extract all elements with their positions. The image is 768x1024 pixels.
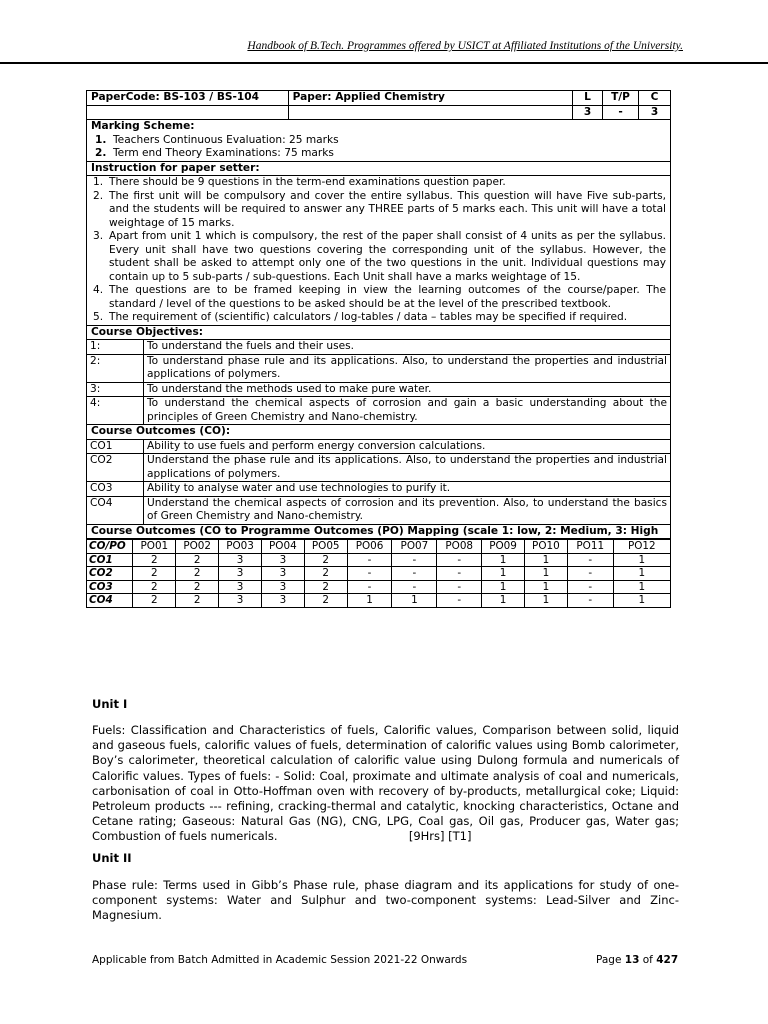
outcome-code: CO2 xyxy=(87,454,144,482)
mapping-row xyxy=(87,553,670,567)
mapping-cell: 2 xyxy=(176,567,219,581)
page-total: 427 xyxy=(656,954,679,966)
mapping-cell: 3 xyxy=(261,553,304,567)
mapping-cell: 1 xyxy=(482,580,525,594)
blank-cell xyxy=(87,105,289,120)
footer-batch-note: Applicable from Batch Admitted in Academic Session 2021-22 Onwards xyxy=(92,954,468,966)
tp-value: - xyxy=(603,105,639,120)
list-item xyxy=(91,134,666,148)
mapping-cell: 1 xyxy=(524,553,567,567)
mapping-cell: 2 xyxy=(176,594,219,607)
mapping-cell: 1 xyxy=(524,594,567,607)
list-item xyxy=(91,230,666,284)
unit-2-title: Unit II xyxy=(92,851,132,865)
table-row xyxy=(87,440,670,454)
mapping-cell: - xyxy=(567,594,613,607)
list-item xyxy=(91,284,666,311)
objective-text: To understand phase rule and its applications. Also, to understand the properties and industrial applications of polymers. xyxy=(144,354,671,382)
mapping-cell: 2 xyxy=(304,580,347,594)
list-item xyxy=(91,147,666,161)
mapping-cell: 1 xyxy=(482,594,525,607)
table-row xyxy=(87,354,670,382)
unit-1-body xyxy=(92,723,679,845)
lecture-label: L xyxy=(573,91,603,106)
outcome-text: Understand the chemical aspects of corrosion and its prevention. Also, to understand the basics of Green Chemistry and Nano-chemistry. xyxy=(144,496,671,524)
instruction-section xyxy=(87,176,671,326)
unit-1-title: Unit I xyxy=(92,697,128,711)
mapping-cell: - xyxy=(392,580,437,594)
mapping-cell: - xyxy=(347,580,392,594)
mapping-header-cell: PO02 xyxy=(176,540,219,554)
mapping-cell: - xyxy=(437,567,482,581)
syllabus-table xyxy=(86,90,671,608)
credit-value: 3 xyxy=(639,105,671,120)
mapping-cell: 1 xyxy=(524,567,567,581)
page-header: Handbook of B.Tech. Programmes offered by USICT at Affiliated Institutions of the University. xyxy=(247,40,683,52)
mapping-cell: 3 xyxy=(219,580,262,594)
mapping-row-label: CO4 xyxy=(87,594,133,607)
list-text: Apart from unit 1 which is compulsory, the rest of the paper shall consist of 4 units as per the syllabus. Every unit shall have two questions covering the corresponding unit of the syllabus. However, the student shall be asked to attempt only one of the two questions in the unit. Individual questions may contain up to 5 sub-parts / sub-questions. Each Unit shall have a marks weightage of 15. xyxy=(109,230,666,283)
mapping-cell: 3 xyxy=(219,594,262,607)
mapping-cell: 3 xyxy=(261,580,304,594)
table-row xyxy=(87,397,670,425)
outcome-text: Understand the phase rule and its applications. Also, to understand the properties and industrial applications of polymers. xyxy=(144,454,671,482)
mapping-section xyxy=(87,539,671,608)
header-rule xyxy=(0,62,768,64)
objective-number: 2: xyxy=(87,354,144,382)
table-row xyxy=(87,454,670,482)
mapping-cell: - xyxy=(437,553,482,567)
mapping-cell: 1 xyxy=(482,553,525,567)
page-prefix: Page xyxy=(596,954,622,966)
mapping-cell: 1 xyxy=(392,594,437,607)
mapping-header-cell: PO05 xyxy=(304,540,347,554)
mapping-row-label: CO1 xyxy=(87,553,133,567)
list-text: The requirement of (scientific) calculators / log-tables / data – tables may be specified if required. xyxy=(109,311,628,323)
unit-1-hours: [9Hrs] [T1] xyxy=(408,829,472,844)
list-number: 2. xyxy=(93,189,104,202)
paper-title: Paper: Applied Chemistry xyxy=(288,91,572,106)
objective-number: 4: xyxy=(87,397,144,425)
mapping-cell: 3 xyxy=(219,567,262,581)
mapping-cell: 1 xyxy=(613,580,670,594)
table-row xyxy=(87,496,670,524)
mapping-header-cell: PO09 xyxy=(482,540,525,554)
mapping-header-row xyxy=(87,540,670,554)
mapping-cell: - xyxy=(392,567,437,581)
objectives-section xyxy=(87,340,671,425)
list-item xyxy=(91,190,666,231)
outcome-code: CO1 xyxy=(87,440,144,454)
mapping-row xyxy=(87,580,670,594)
mapping-header-cell: PO04 xyxy=(261,540,304,554)
mapping-cell: 2 xyxy=(304,594,347,607)
mapping-cell: - xyxy=(347,567,392,581)
mapping-row-label: CO2 xyxy=(87,567,133,581)
objectives-table xyxy=(87,340,670,424)
mapping-cell: 3 xyxy=(261,567,304,581)
mapping-cell: - xyxy=(392,553,437,567)
instruction-list xyxy=(91,176,666,325)
mapping-cell: - xyxy=(437,594,482,607)
list-text: The first unit will be compulsory and cover the entire syllabus. This question will have Five sub-parts, and the students will be required to answer any THREE parts of 5 marks each. This unit will have a total weightage of 15 marks. xyxy=(109,189,666,229)
mapping-header-cell: PO03 xyxy=(219,540,262,554)
list-item xyxy=(91,176,666,190)
mapping-cell: 2 xyxy=(176,580,219,594)
mapping-cell: 1 xyxy=(613,567,670,581)
list-number: 1. xyxy=(93,176,104,188)
mapping-cell: 1 xyxy=(524,580,567,594)
table-row xyxy=(87,482,670,497)
mapping-cell: - xyxy=(567,567,613,581)
mapping-header-cell: PO11 xyxy=(567,540,613,554)
mapping-cell: 2 xyxy=(133,553,176,567)
list-number: 5. xyxy=(93,311,104,323)
lecture-value: 3 xyxy=(573,105,603,120)
mapping-cell: 2 xyxy=(176,553,219,567)
unit-2-text: Phase rule: Terms used in Gibb’s Phase rule, phase diagram and its applications for study of one-component systems: Water and Sulphur and two-component systems: Lead-Silver and Zinc-Magnesium. xyxy=(92,878,679,923)
mapping-cell: 2 xyxy=(133,580,176,594)
objective-text: To understand the chemical aspects of corrosion and gain a basic understanding about the principles of Green Chemistry and Nano-chemistry. xyxy=(144,397,671,425)
tp-label: T/P xyxy=(603,91,639,106)
outcome-text: Ability to analyse water and use technologies to purify it. xyxy=(144,482,671,497)
objective-number: 1: xyxy=(87,340,144,354)
outcome-text: Ability to use fuels and perform energy conversion calculations. xyxy=(144,440,671,454)
mapping-cell: 1 xyxy=(482,567,525,581)
mapping-heading: Course Outcomes (CO to Programme Outcomes (PO) Mapping (scale 1: low, 2: Medium, 3: High xyxy=(87,524,671,539)
page-current: 13 xyxy=(624,954,640,966)
objective-text: To understand the fuels and their uses. xyxy=(144,340,671,354)
outcomes-section xyxy=(87,439,671,524)
unit-1-text: Fuels: Classification and Characteristics of fuels, Calorific values, Comparison between solid, liquid and gaseous fuels, calorific values of fuels, determination of calorific values using Bomb calorimeter, Boy’s calorimeter, theoretical calculation of calorific value using Dulong formula and numericals of Calorific values. Types of fuels: - Solid: Coal, proximate and ultimate analysis of coal and numericals, carbonisation of coal in Otto-Hoffman oven with recovery of by-products, metallurgical coke; Liquid: Petroleum products --- refining, cracking-thermal and catalytic, knocking characteristics, Octane and Cetane rating; Gaseous: Natural Gas (NG), CNG, LPG, Coal gas, Oil gas, Producer gas, Water gas; Combustion of fuels numericals. xyxy=(92,723,679,844)
outcomes-heading: Course Outcomes (CO): xyxy=(87,425,671,440)
mapping-cell: 2 xyxy=(304,553,347,567)
marking-scheme-list xyxy=(91,134,666,161)
mapping-header-cell: PO10 xyxy=(524,540,567,554)
outcome-code: CO3 xyxy=(87,482,144,497)
mapping-row xyxy=(87,594,670,607)
objective-number: 3: xyxy=(87,382,144,397)
mapping-cell: 1 xyxy=(347,594,392,607)
mapping-row xyxy=(87,567,670,581)
mapping-row-label: CO3 xyxy=(87,580,133,594)
objectives-heading: Course Objectives: xyxy=(87,325,671,340)
list-number: 4. xyxy=(93,284,104,296)
outcomes-table xyxy=(87,440,670,524)
mapping-cell: - xyxy=(437,580,482,594)
mapping-cell: - xyxy=(567,553,613,567)
list-number: 2. xyxy=(95,147,107,159)
marking-scheme-heading: Marking Scheme: xyxy=(91,120,195,132)
footer-page-number xyxy=(596,954,678,966)
list-text: There should be 9 questions in the term-end examinations question paper. xyxy=(109,176,506,188)
mapping-header-cell: PO12 xyxy=(613,540,670,554)
list-number: 3. xyxy=(93,230,104,242)
list-number: 1. xyxy=(95,133,107,146)
page-of: of xyxy=(642,954,653,966)
mapping-cell: 3 xyxy=(219,553,262,567)
instruction-heading: Instruction for paper setter: xyxy=(87,161,671,176)
objective-text: To understand the methods used to make pure water. xyxy=(144,382,671,397)
blank-cell xyxy=(288,105,572,120)
co-po-mapping-table xyxy=(87,539,670,607)
mapping-header-cell: PO06 xyxy=(347,540,392,554)
outcome-code: CO4 xyxy=(87,496,144,524)
table-row xyxy=(87,382,670,397)
mapping-cell: 1 xyxy=(613,553,670,567)
credit-label: C xyxy=(639,91,671,106)
mapping-cell: 2 xyxy=(133,594,176,607)
mapping-cell: 2 xyxy=(304,567,347,581)
list-item xyxy=(91,311,666,325)
mapping-header-cell: PO01 xyxy=(133,540,176,554)
mapping-header-cell: CO/PO xyxy=(87,540,133,554)
mapping-header-cell: PO07 xyxy=(392,540,437,554)
mapping-header-cell: PO08 xyxy=(437,540,482,554)
list-text: Teachers Continuous Evaluation: 25 marks xyxy=(113,133,339,146)
mapping-cell: 2 xyxy=(133,567,176,581)
marking-scheme-section xyxy=(87,120,671,162)
paper-code: PaperCode: BS-103 / BS-104 xyxy=(87,91,289,106)
mapping-cell: 1 xyxy=(613,594,670,607)
mapping-cell: - xyxy=(347,553,392,567)
list-text: The questions are to be framed keeping in view the learning outcomes of the course/paper. The standard / level of the questions to be asked should be at the level of the prescribed textbook. xyxy=(109,284,666,310)
list-text: Term end Theory Examinations: 75 marks xyxy=(113,147,334,159)
mapping-cell: - xyxy=(567,580,613,594)
table-row xyxy=(87,340,670,354)
mapping-cell: 3 xyxy=(261,594,304,607)
